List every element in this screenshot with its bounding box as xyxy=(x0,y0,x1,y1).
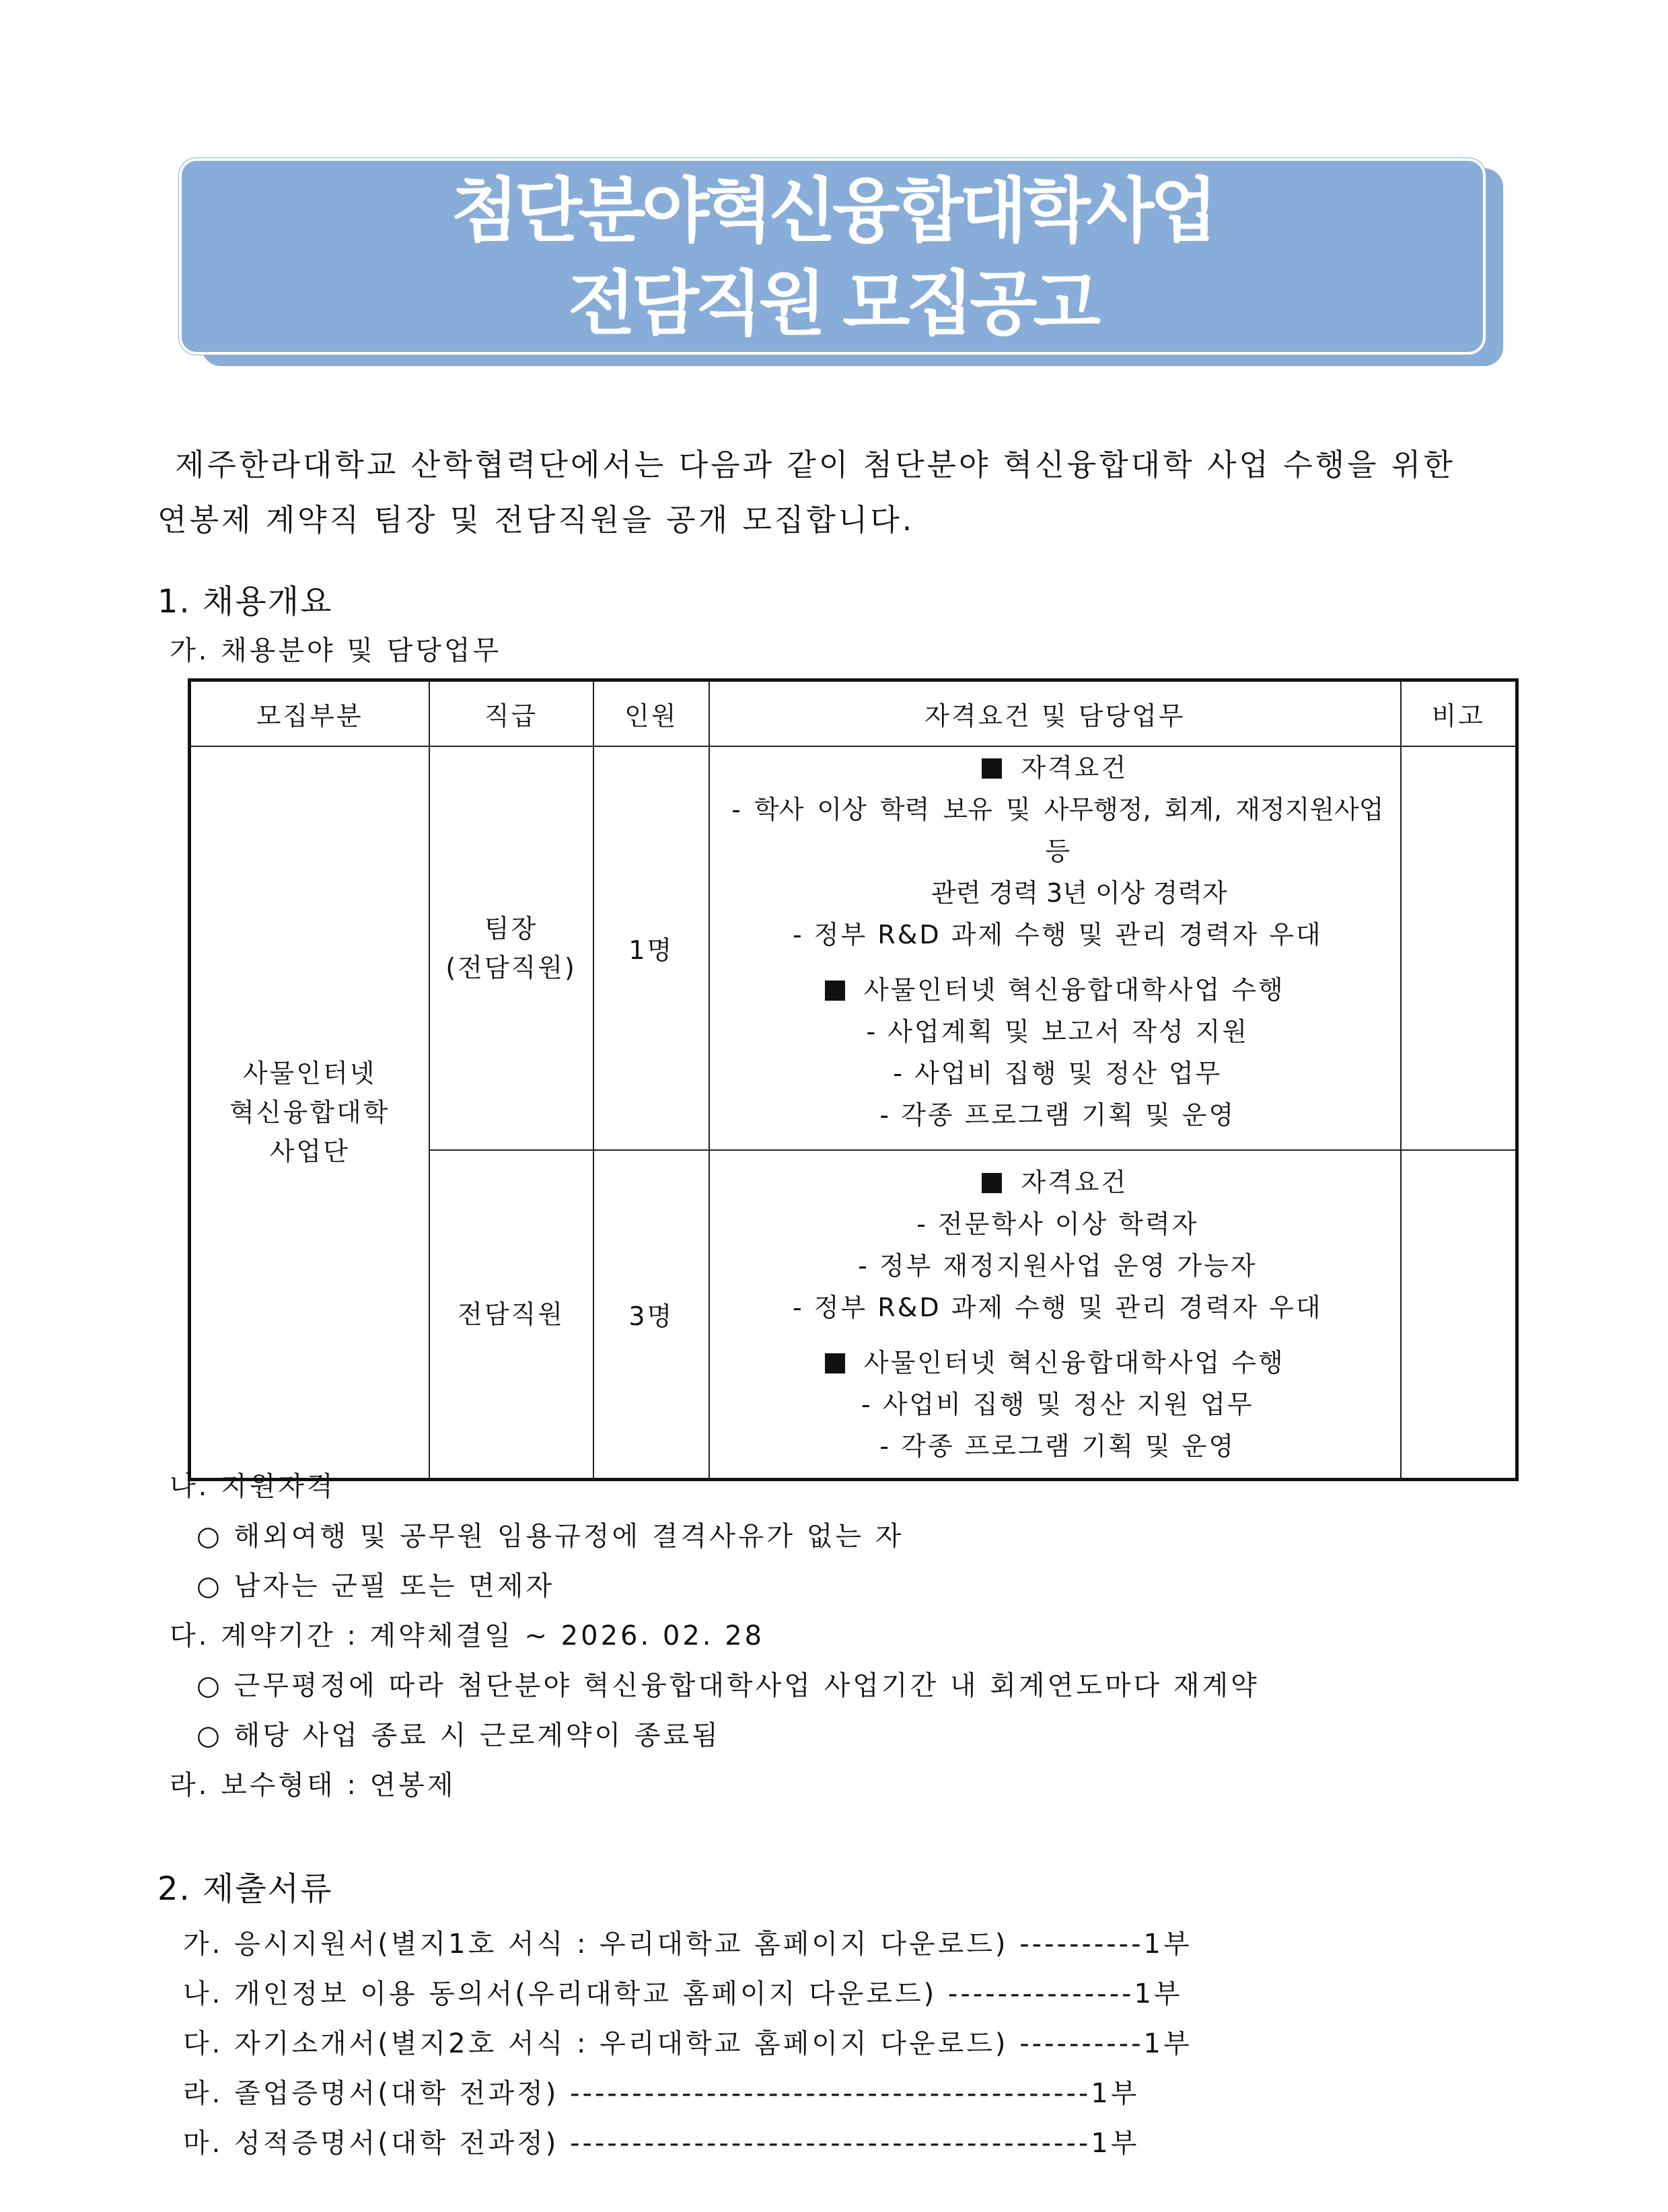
duty-item: - 각종 프로그램 기획 및 운영 xyxy=(879,1431,1236,1461)
document-item: 마. 성적증명서(대학 전과정) ------------------------------------------1부 xyxy=(183,2128,1140,2159)
duty-block xyxy=(710,1162,1400,1328)
section1-sub-d: 라. 보수형태 : 연봉제 xyxy=(170,1770,456,1801)
duties-cell xyxy=(709,1150,1401,1480)
duty-title-text: 자격요건 xyxy=(1021,752,1128,783)
duty-item: 관련 경력 3년 이상 경력자 xyxy=(931,878,1227,908)
duty-title-text: 사물인터넷 혁신융합대학사업 수행 xyxy=(863,974,1285,1005)
table-row xyxy=(190,746,1517,1150)
rank-line: (전담직원) xyxy=(445,952,577,983)
rank-cell xyxy=(429,746,593,1150)
duty-item: - 사업계획 및 보고서 작성 지원 xyxy=(866,1016,1249,1046)
duty-item: - 사업비 집행 및 정산 업무 xyxy=(893,1058,1223,1088)
header-division: 모집부분 xyxy=(190,680,429,746)
duty-title-text: 사물인터넷 혁신융합대학사업 수행 xyxy=(863,1347,1285,1378)
square-bullet-icon xyxy=(982,758,1002,779)
rank-cell xyxy=(429,1150,593,1480)
duty-block xyxy=(710,1342,1400,1467)
section1-title: 1. 채용개요 xyxy=(157,583,333,620)
duty-item: - 사업비 집행 및 정산 지원 업무 xyxy=(861,1389,1254,1419)
document-item: 나. 개인정보 이용 동의서(우리대학교 홈페이지 다운로드) ---------------1부 xyxy=(183,1978,1183,2009)
square-bullet-icon xyxy=(982,1173,1002,1193)
duty-block-title xyxy=(710,1162,1400,1203)
duties-cell xyxy=(709,746,1401,1150)
division-line: 혁신융합대학 xyxy=(229,1097,390,1127)
duty-item: - 학사 이상 학력 보유 및 사무행정, 회계, 재정지원사업 등 xyxy=(731,794,1384,866)
header-count: 인원 xyxy=(593,680,709,746)
count-cell: 1명 xyxy=(593,746,709,1150)
intro-paragraph xyxy=(157,437,1530,548)
document-item: 가. 응시지원서(별지1호 서식 : 우리대학교 홈페이지 다운로드) ----------1부 xyxy=(183,1929,1192,1960)
duty-block xyxy=(710,969,1400,1136)
duty-item: - 정부 R&D 과제 수행 및 관리 경력자 우대 xyxy=(793,919,1323,950)
division-cell xyxy=(190,746,429,1480)
duty-item: - 각종 프로그램 기획 및 운영 xyxy=(879,1100,1236,1130)
note-cell xyxy=(1401,746,1517,1150)
title-banner xyxy=(179,158,1486,355)
duty-item: - 정부 R&D 과제 수행 및 관리 경력자 우대 xyxy=(793,1292,1323,1322)
section2-title: 2. 제출서류 xyxy=(157,1870,333,1908)
square-bullet-icon xyxy=(825,980,845,1001)
rank-line: 전담직원 xyxy=(458,1299,565,1329)
header-rank: 직급 xyxy=(429,680,593,746)
section1-sub-c: 다. 계약기간 : 계약체결일 ~ 2026. 02. 28 xyxy=(170,1620,765,1651)
count-cell: 3명 xyxy=(593,1150,709,1480)
duty-title-text: 자격요건 xyxy=(1021,1167,1128,1197)
division-line: 사물인터넷 xyxy=(242,1058,377,1088)
document-item: 다. 자기소개서(별지2호 서식 : 우리대학교 홈페이지 다운로드) ----------1부 xyxy=(183,2028,1192,2059)
contract-item: ○ 해당 사업 종료 시 근로계약이 종료됨 xyxy=(196,1720,721,1751)
recruitment-table xyxy=(188,678,1519,1481)
duty-block-title xyxy=(710,969,1400,1011)
rank-line: 팀장 xyxy=(484,913,538,943)
square-bullet-icon xyxy=(825,1353,845,1373)
section1-sub-a: 가. 채용분야 및 담당업무 xyxy=(170,635,502,666)
banner-title-line2: 전담직원 모집공고 xyxy=(568,262,1097,345)
note-cell xyxy=(1401,1150,1517,1480)
section1-sub-b: 나. 지원자격 xyxy=(170,1471,336,1502)
header-duties: 자격요건 및 담당업무 xyxy=(709,680,1401,746)
duty-item: - 정부 재정지원사업 운영 가능자 xyxy=(858,1250,1258,1281)
intro-line1: 제주한라대학교 산학협력단에서는 다음과 같이 첨단분야 혁신융합대학 사업 수행을 위한 xyxy=(175,447,1455,483)
document-item: 라. 졸업증명서(대학 전과정) ------------------------------------------1부 xyxy=(183,2078,1140,2109)
intro-line2: 연봉제 계약직 팀장 및 전담직원을 공개 모집합니다. xyxy=(157,502,915,538)
header-note: 비고 xyxy=(1401,680,1517,746)
duty-block xyxy=(710,747,1400,956)
eligibility-item: ○ 해외여행 및 공무원 임용규정에 결격사유가 없는 자 xyxy=(196,1521,904,1552)
duty-item: - 전문학사 이상 학력자 xyxy=(916,1209,1199,1239)
division-line: 사업단 xyxy=(269,1136,350,1166)
duty-block-title xyxy=(710,1342,1400,1384)
table-header-row xyxy=(190,680,1517,746)
banner-title-line1: 첨단분야혁신융합대학사업 xyxy=(451,170,1214,252)
contract-item: ○ 근무평정에 따라 첨단분야 혁신융합대학사업 사업기간 내 회계연도마다 재계약 xyxy=(196,1670,1260,1701)
eligibility-item: ○ 남자는 군필 또는 면제자 xyxy=(196,1571,555,1602)
duty-block-title xyxy=(710,747,1400,789)
